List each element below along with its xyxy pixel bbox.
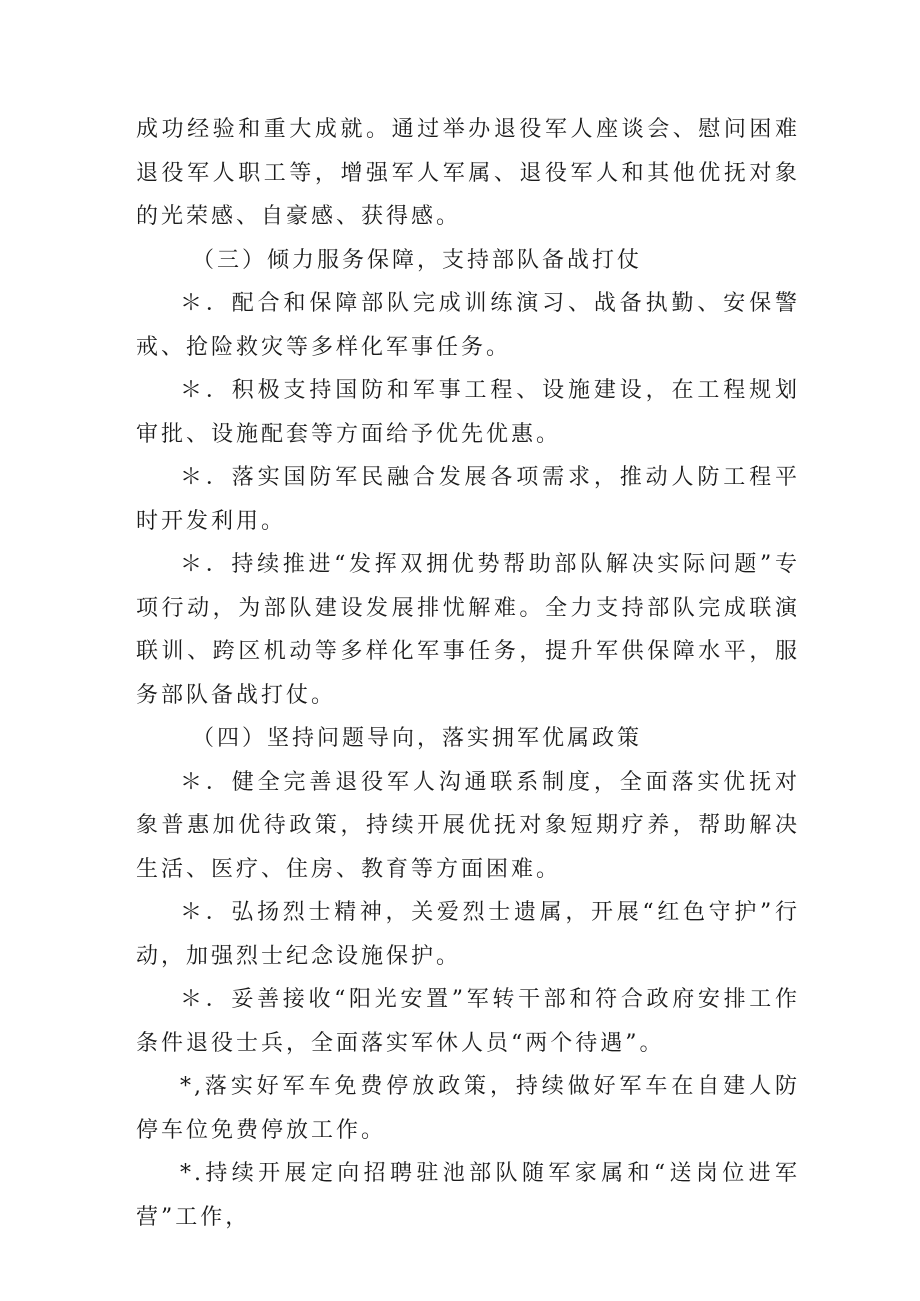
item-veteran-contact: ＊．健全完善退役军人沟通联系制度，全面落实优抚对象普惠加优待政策，持续开展优抚对象短期疗养，帮助解决生活、医疗、住房、教育等方面困难。	[136, 769, 800, 882]
item-civil-military-integration: ＊．落实国防军民融合发展各项需求，推动人防工程平时开发利用。	[136, 465, 800, 534]
item-resettlement: ＊．妥善接收“阳光安置”军转干部和符合政府安排工作条件退役士兵，全面落实军休人员“两个待遇”。	[136, 987, 800, 1056]
item-defense-engineering: ＊．积极支持国防和军事工程、设施建设，在工程规划审批、设施配套等方面给予优先优惠。	[136, 378, 800, 447]
item-free-parking: *,落实好军车免费停放政策，持续做好军车在自建人防停车位免费停放工作。	[136, 1074, 800, 1143]
paragraph-achievements: 成功经验和重大成就。通过举办退役军人座谈会、慰问困难退役军人职工等，增强军人军属、退役军人和其他优抚对象的光荣感、自豪感、获得感。	[136, 117, 800, 229]
item-special-action: ＊．持续推进“发挥双拥优势帮助部队解决实际问题”专项行动，为部队建设发展排忧解难。全力支持部队完成联演联训、跨区机动等多样化军事任务，提升军供保障水平，服务部队备战打仗。	[136, 552, 800, 708]
item-martyr-spirit: ＊．弘扬烈士精神，关爱烈士遗属，开展“红色守护”行动，加强烈士纪念设施保护。	[136, 900, 800, 969]
section-heading-policy: （四）坚持问题导向，落实拥军优属政策	[192, 726, 643, 751]
section-heading-service-support: （三）倾力服务保障，支持部队备战打仗	[192, 247, 643, 273]
item-military-tasks: ＊．配合和保障部队完成训练演习、战备执勤、安保警戒、抢险救灾等多样化军事任务。	[136, 291, 800, 360]
item-recruitment: *.持续开展定向招聘驻池部队随军家属和“送岗位进军营”工作，	[136, 1161, 800, 1230]
document-body	[136, 108, 800, 1239]
